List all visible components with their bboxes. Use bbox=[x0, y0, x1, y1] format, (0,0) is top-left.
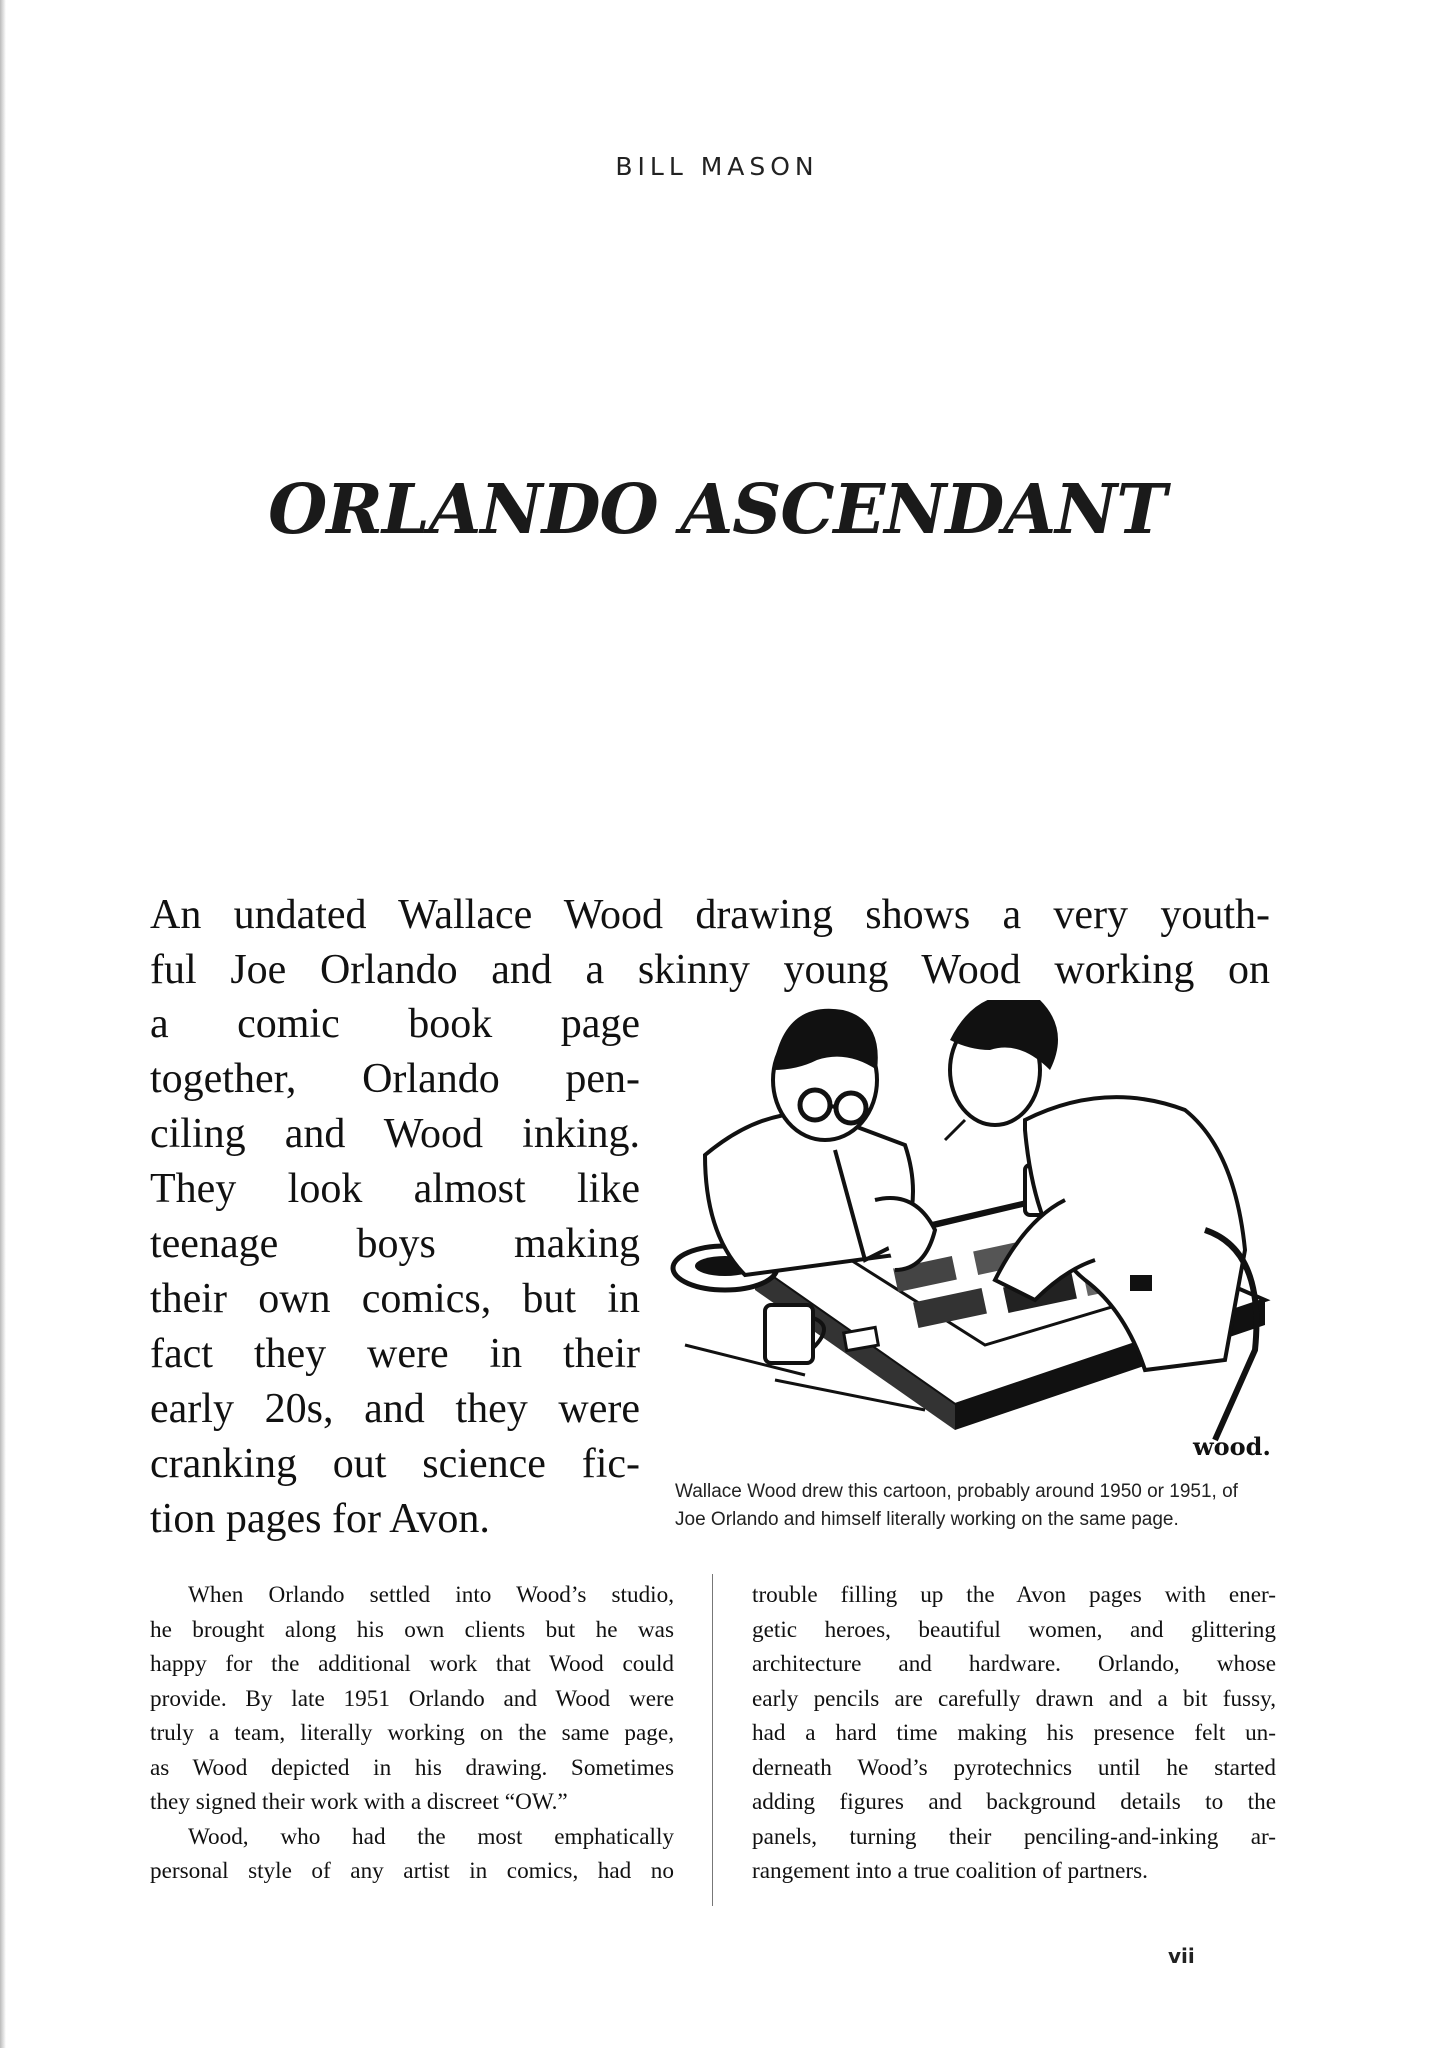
body-line: trouble filling up the Avon pages with ener- bbox=[752, 1582, 1276, 1608]
page-edge-shadow bbox=[0, 0, 6, 2048]
page-number: vii bbox=[1168, 1944, 1195, 1968]
body-line: getic heroes, beautiful women, and glittering bbox=[752, 1616, 1276, 1643]
figure-caption bbox=[675, 1478, 1295, 1534]
lede-line: a comic book page bbox=[150, 1001, 640, 1047]
lede-line: tion pages for Avon. bbox=[150, 1496, 490, 1542]
lede-line: They look almost like bbox=[150, 1166, 640, 1212]
lede-line: their own comics, but in bbox=[150, 1276, 640, 1322]
lede-line: An undated Wallace Wood drawing shows a very youth- bbox=[150, 892, 1270, 938]
running-header-author: BILL MASON bbox=[615, 152, 819, 181]
lede-line: teenage boys making bbox=[150, 1221, 640, 1267]
body-line: had a hard time making his presence felt un- bbox=[752, 1720, 1276, 1746]
body-line: he brought along his own clients but he was bbox=[150, 1616, 674, 1643]
body-line: truly a team, literally working on the same page, bbox=[150, 1720, 674, 1746]
lede-line: fact they were in their bbox=[150, 1331, 640, 1377]
lede-line: ful Joe Orlando and a skinny young Wood working on bbox=[150, 947, 1270, 993]
lede-column bbox=[150, 997, 640, 1547]
cartoon-illustration bbox=[665, 1000, 1275, 1465]
lede-line: early 20s, and they were bbox=[150, 1386, 640, 1432]
column-divider bbox=[712, 1574, 713, 1906]
body-line: happy for the additional work that Wood could bbox=[150, 1651, 674, 1677]
body-line: panels, turning their penciling-and-inking ar- bbox=[752, 1823, 1276, 1850]
body-column-left bbox=[150, 1578, 674, 1889]
body-line: derneath Wood’s pyrotechnics until he started bbox=[752, 1754, 1276, 1781]
lede-line: together, Orlando pen- bbox=[150, 1056, 640, 1102]
body-line: When Orlando settled into Wood’s studio, bbox=[188, 1582, 674, 1608]
body-column-right bbox=[752, 1578, 1276, 1889]
caption-line: Joe Orlando and himself literally working on the same page. bbox=[675, 1509, 1179, 1530]
body-line: architecture and hardware. Orlando, whose bbox=[752, 1651, 1276, 1677]
chapter-title: ORLANDO ASCENDANT bbox=[268, 470, 1166, 550]
body-line: as Wood depicted in his drawing. Sometimes bbox=[150, 1754, 674, 1781]
body-line: they signed their work with a discreet “OW.” bbox=[150, 1789, 568, 1815]
body-line: adding figures and background details to the bbox=[752, 1789, 1276, 1815]
lede-line: cranking out science fic- bbox=[150, 1441, 640, 1487]
body-line: Wood, who had the most emphatically bbox=[188, 1823, 674, 1850]
body-line: rangement into a true coalition of partners. bbox=[752, 1858, 1148, 1884]
body-line: early pencils are carefully drawn and a bit fussy, bbox=[752, 1685, 1276, 1712]
body-line: personal style of any artist in comics, had no bbox=[150, 1858, 674, 1884]
lede-line: ciling and Wood inking. bbox=[150, 1111, 640, 1157]
artist-signature: wood. bbox=[1193, 1432, 1271, 1461]
body-line: provide. By late 1951 Orlando and Wood were bbox=[150, 1685, 674, 1712]
caption-line: Wallace Wood drew this cartoon, probably around 1950 or 1951, of bbox=[675, 1481, 1238, 1502]
